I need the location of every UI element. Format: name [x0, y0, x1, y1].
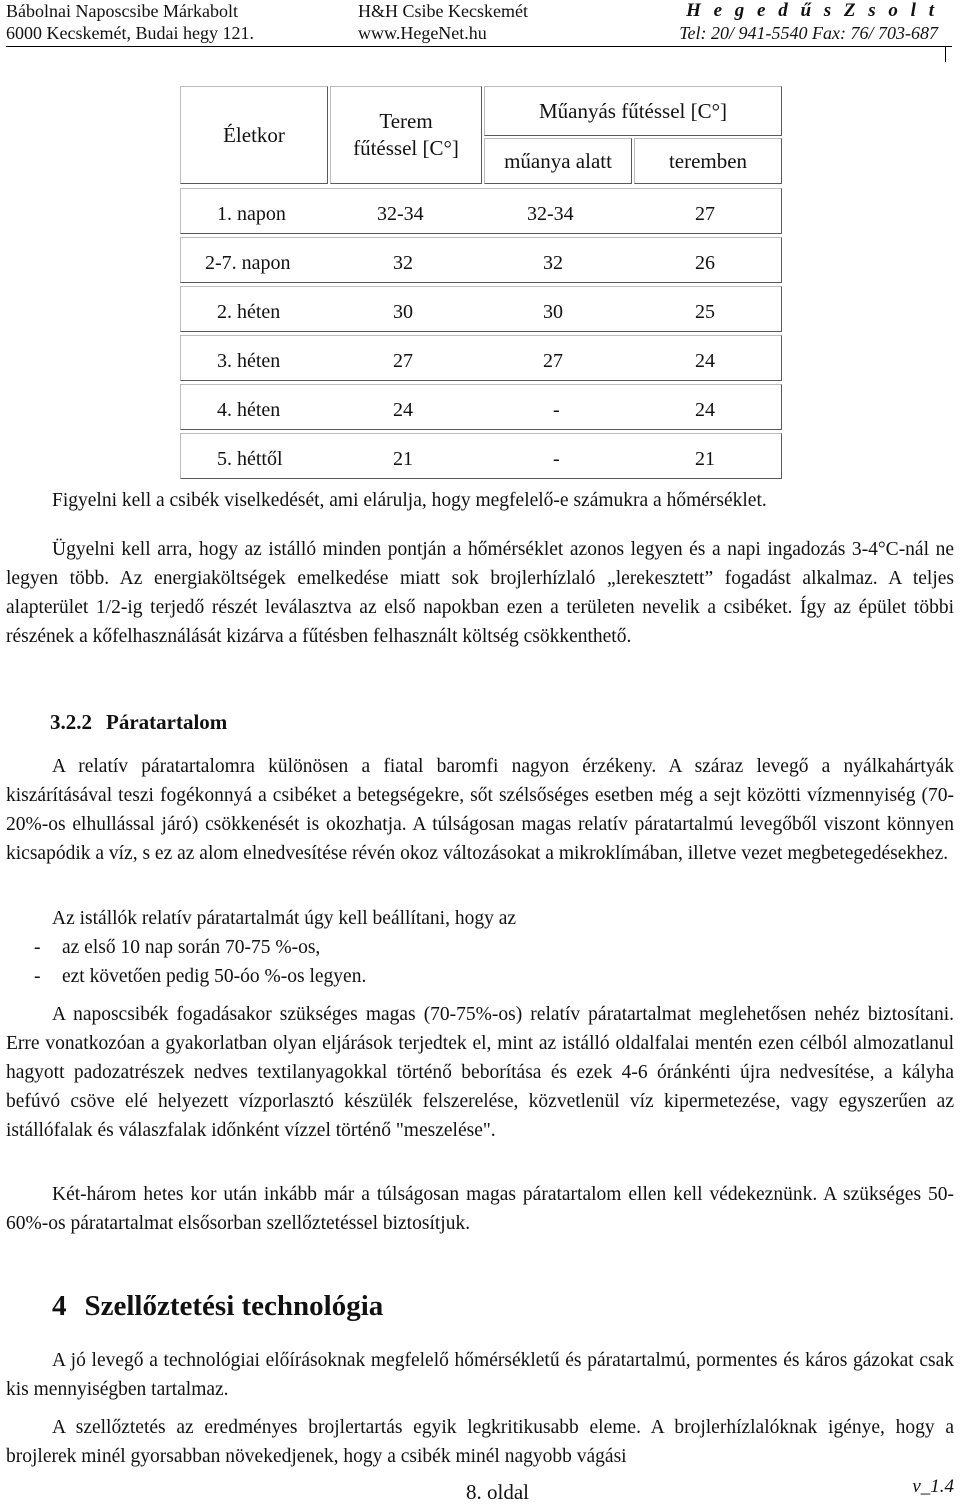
table-row	[180, 237, 782, 283]
header-divider-tick	[945, 46, 946, 62]
table-row	[180, 188, 782, 234]
version-label: v_1.4	[912, 1476, 954, 1497]
table-cell-age: 2. héten	[217, 301, 281, 323]
header-divider	[6, 46, 952, 47]
list-item	[34, 933, 320, 962]
table-cell-hall: 21	[393, 448, 413, 470]
table-row	[180, 384, 782, 430]
table-header-hall-line1: Terem	[379, 109, 433, 133]
table-cell-under: 32	[543, 252, 563, 274]
page-number: 8. oldal	[466, 1480, 529, 1504]
table-header-age	[180, 86, 328, 184]
table-cell-under: -	[553, 399, 560, 421]
paragraph-humidity-setting: Az istállók relatív páratartalmát úgy kell beállítani, hogy az	[52, 908, 517, 929]
list-item	[34, 962, 366, 991]
paragraph-good-air: A jó levegő a technológiai előírásoknak megfelelő hőmérsékletű és páratartalmú, pormentes és káros gázokat csak kis mennyiségben tartalmaz.	[6, 1350, 954, 1400]
table-cell-age: 1. napon	[217, 203, 286, 225]
table-header-room	[634, 138, 782, 184]
table-cell-room: 26	[695, 252, 715, 274]
chapter-heading	[52, 1290, 383, 1323]
section-title: Páratartalom	[106, 710, 228, 734]
table-header-under-label: műanya alatt	[504, 148, 612, 173]
page-header	[6, 0, 952, 48]
header-website-link[interactable]: www.HegeNet.hu	[358, 23, 487, 43]
table-cell-room: 25	[695, 301, 715, 323]
table-cell-room: 24	[695, 399, 715, 421]
table-cell-room: 24	[695, 350, 715, 372]
table-header-hall-line2: fűtéssel [C°]	[353, 136, 459, 160]
section-number: 3.2.2	[50, 710, 92, 734]
paragraph-chick-reception: A naposcsibék fogadásakor szükséges magas (70-75%-os) relatív páratartalmat meglehetősen nehéz biztosítani. Erre vonatkozóan a gyakorlatban olyan eljárások terjedtek el, mint az istálló oldalfalai mentén ezen célból almozatlanul hagyott padozatrészek nedves textilanyagokkal történő beborítása és ezek 4-6 óránkénti újra nedvesítése, a kályha befúvó csöve elé helyezett vízporlasztó készülék felszerelése, közvetlenül víz kipermetezése, vagy egyszerűen az istállófalak és válaszfalak időnként vízzel történő "meszelése".	[6, 1004, 954, 1141]
table-cell-age: 4. héten	[217, 399, 281, 421]
paragraph-humidity: A relatív páratartalomra különösen a fiatal baromfi nagyon érzékeny. A száraz levegő a nyálkahártyák kiszárításával teszi fogékonnyá a csibéket a betegségekre, sőt szélsőséges esetben még a sejt közötti vízmennyiség (70-20%-os elhullással járó) csökkenését is okozhatja. A túlságosan magas relatív páratartalmú levegőből viszont könnyen kicsapódik a víz, s ez az alom elnedvesítése révén okoz változásokat a mikroklímában, illetve vezet megbetegedésekhez.	[6, 756, 954, 864]
paragraph-ventilation: A szellőztetés az eredményes brojlertartás egyik legkritikusabb eleme. A brojlerhízlalóknak igénye, hogy a brojlerek minél gyorsabban növekedjenek, hogy a csibék minél nagyobb vágási	[6, 1417, 954, 1467]
header-row-2	[6, 22, 952, 44]
table-header-plastic	[484, 86, 782, 136]
table-cell-age: 2-7. napon	[205, 252, 291, 274]
table-header-age-label: Életkor	[223, 122, 285, 147]
table-header-plastic-label: Műanyás fűtéssel [C°]	[538, 98, 728, 123]
table-row	[180, 433, 782, 479]
table-cell-hall: 32-34	[377, 203, 424, 225]
table-row	[180, 335, 782, 381]
table-cell-room: 21	[695, 448, 715, 470]
list-bullet: -	[34, 937, 41, 958]
table-header-room-label: teremben	[668, 148, 748, 173]
header-phone-fax: Tel: 20/ 941-5540 Fax: 76/ 703-687	[679, 23, 938, 43]
section-heading	[50, 710, 227, 735]
table-cell-under: 30	[543, 301, 563, 323]
table-row	[180, 286, 782, 332]
table-cell-hall: 32	[393, 252, 413, 274]
list-item-text: az első 10 nap során 70-75 %-os,	[62, 937, 321, 958]
header-shop-name: Bábolnai Naposcsibe Márkabolt	[6, 1, 238, 21]
chapter-title: Szellőztetési technológia	[84, 1290, 384, 1322]
header-person-name: H e g e d ű s Z s o l t	[686, 0, 938, 21]
chapter-number: 4	[52, 1290, 67, 1322]
paragraph-observe: Figyelni kell a csibék viselkedését, ami elárulja, hogy megfelelő-e számukra a hőmérséklet.	[52, 490, 767, 511]
header-row-1	[6, 0, 952, 22]
table-cell-age: 3. héten	[217, 350, 281, 372]
table-cell-hall: 27	[393, 350, 413, 372]
table-cell-hall: 24	[393, 399, 413, 421]
table-cell-under: 27	[543, 350, 563, 372]
table-header-under	[484, 138, 632, 184]
list-bullet: -	[34, 966, 41, 987]
list-item-text: ezt követően pedig 50-óo %-os legyen.	[62, 966, 367, 987]
table-header-hall	[330, 86, 482, 184]
table-cell-under: 32-34	[527, 203, 574, 225]
table-cell-under: -	[553, 448, 560, 470]
header-company-name: H&H Csibe Kecskemét	[358, 1, 528, 21]
paragraph-uniform-temp: Ügyelni kell arra, hogy az istálló minden pontján a hőmérséklet azonos legyen és a napi ingadozás 3-4°C-nál ne legyen több. Az energiaköltségek emelkedése miatt sok brojlerhízlaló „lerekesztett” fogadást alkalmaz. A teljes alapterület 1/2-ig terjedő részét leválasztva az első napokban ezen a területen nevelik a csibéket. Így az épület többi részének a kőfelhasználását kizárva a fűtésben felhasznált költség csökkenthető.	[6, 539, 954, 647]
table-cell-age: 5. héttől	[217, 448, 283, 470]
header-address: 6000 Kecskemét, Budai hegy 121.	[6, 23, 254, 43]
paragraph-later-weeks: Két-három hetes kor után inkább már a túlságosan magas páratartalom ellen kell védekeznünk. A szükséges 50-60%-os páratartalmat elsősorban szellőztetéssel biztosítjuk.	[6, 1184, 954, 1234]
table-cell-hall: 30	[393, 301, 413, 323]
table-cell-room: 27	[695, 203, 715, 225]
